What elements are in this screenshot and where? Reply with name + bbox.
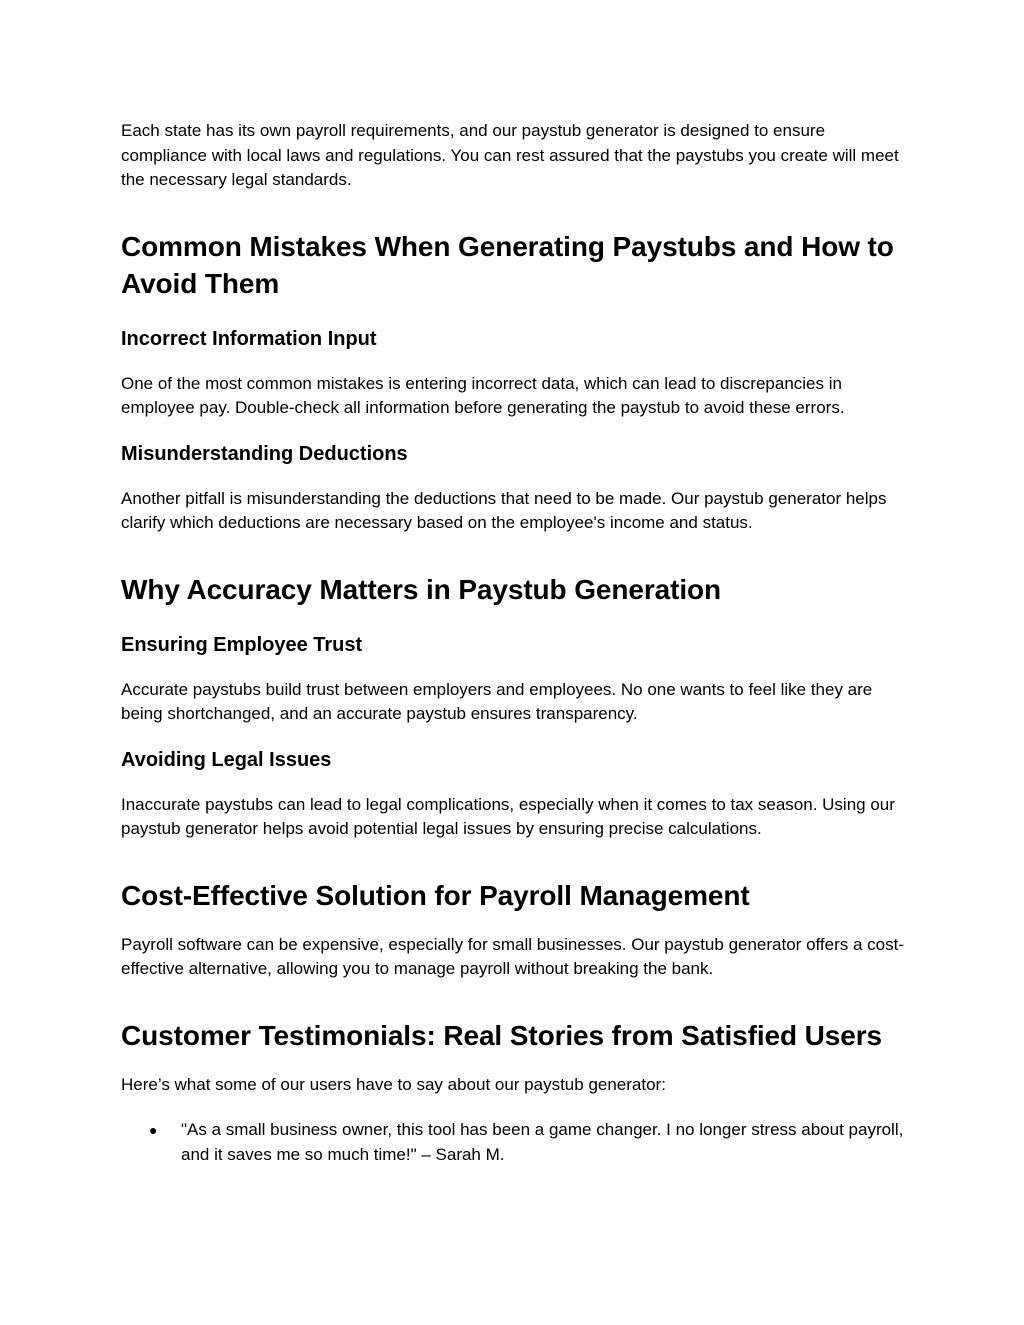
- paragraph-incorrect-input: One of the most common mistakes is entering incorrect data, which can lead to discrepancies in employee pay. Double-check all information before generating the paystub to avoid these errors.: [121, 373, 845, 417]
- paragraph-employee-trust: Accurate paystubs build trust between employers and employees. No one wants to feel like they are being shortchanged, and an accurate paystub ensures transparency.: [121, 679, 873, 723]
- heading-cost-effective: Cost-Effective Solution for Payroll Management: [121, 879, 750, 911]
- heading-why-accuracy: Why Accuracy Matters in Paystub Generation: [121, 573, 722, 605]
- subheading-legal-issues: Avoiding Legal Issues: [121, 748, 332, 771]
- testimonial-text: "As a small business owner, this tool has been a game changer. I no longer stress about payroll, and it saves me so much time!" – Sarah M.: [181, 1120, 904, 1164]
- heading-testimonials: Customer Testimonials: Real Stories from Satisfied Users: [121, 1019, 882, 1051]
- subheading-employee-trust: Ensuring Employee Trust: [121, 633, 363, 656]
- testimonials-list: [121, 1118, 911, 1167]
- paragraph-misunderstanding-deductions: Another pitfall is misunderstanding the deductions that need to be made. Our paystub generator helps clarify which deductions are necessary based on the employee's income and status.: [121, 488, 887, 532]
- bullet-icon: ●: [149, 1122, 158, 1138]
- subheading-incorrect-input: Incorrect Information Input: [121, 327, 377, 350]
- paragraph-testimonials-intro: Here’s what some of our users have to say about our paystub generator:: [121, 1074, 666, 1094]
- document-page: [121, 119, 911, 1167]
- paragraph-cost-effective: Payroll software can be expensive, especially for small businesses. Our paystub generator offers a cost-effective alternative, allowing you to manage payroll without breaking the bank.: [121, 934, 905, 978]
- paragraph-legal-issues: Inaccurate paystubs can lead to legal complications, especially when it comes to tax season. Using our paystub generator helps avoid potential legal issues by ensuring precise calculations.: [121, 794, 895, 838]
- heading-common-mistakes: Common Mistakes When Generating Paystubs and How to Avoid Them: [121, 230, 894, 299]
- subheading-misunderstanding-deductions: Misunderstanding Deductions: [121, 442, 408, 465]
- intro-paragraph: Each state has its own payroll requirements, and our paystub generator is designed to ensure compliance with local laws and regulations. You can rest assured that the paystubs you create will meet the necessary legal standards.: [121, 121, 899, 189]
- testimonial-item: [121, 1118, 911, 1167]
